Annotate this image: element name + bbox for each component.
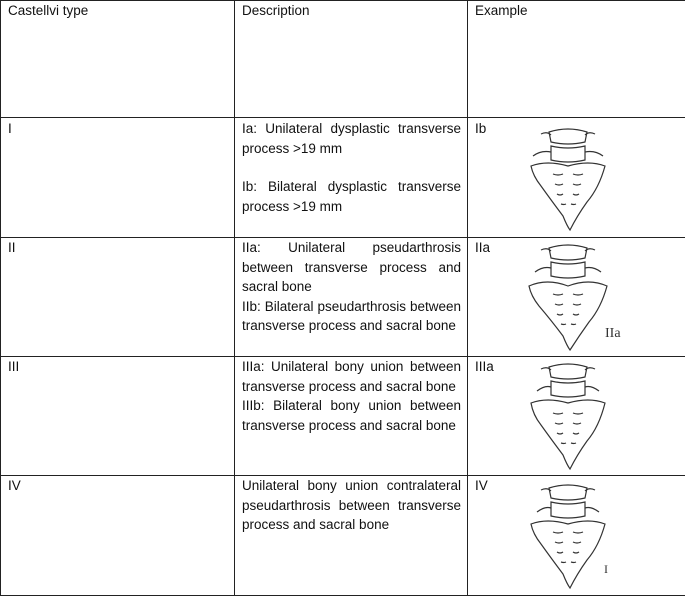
vertebra-sacrum-sketch-iv (523, 480, 613, 592)
example-label: IIa (475, 240, 491, 255)
sketch-caption: I (604, 562, 608, 576)
description-cell (235, 118, 468, 238)
description-line: IIa: Unilateral pseudarthrosis between transverse process and sacral bone (242, 240, 461, 294)
description-cell (235, 357, 468, 476)
sketch-caption: IIa (605, 326, 621, 341)
example-label: Ib (475, 121, 487, 136)
header-type: Castellvi type (1, 1, 235, 118)
table-row-type-ii (1, 238, 685, 357)
description-line: Unilateral bony union contralateral pseudarthrosis between transverse process and sacral bone (242, 478, 461, 532)
description-line: IIb: Bilateral pseudarthrosis between transverse process and sacral bone (242, 298, 461, 333)
type-cell: II (1, 238, 235, 357)
vertebra-sacrum-sketch-ib (523, 122, 613, 234)
type-cell: IV (1, 476, 235, 596)
description-line: Ib: Bilateral dysplastic transverse process >19 mm (242, 179, 461, 214)
vertebra-sacrum-sketch-iiia (523, 361, 613, 473)
example-cell (468, 357, 685, 476)
description-cell (235, 238, 468, 357)
vertebra-sacrum-sketch-iia (523, 242, 613, 354)
example-label: IV (475, 478, 488, 493)
description-line: Ia: Unilateral dysplastic transverse process >19 mm (242, 121, 461, 156)
type-cell: I (1, 118, 235, 238)
table-row-type-iv (1, 476, 685, 596)
table-row-type-iii (1, 357, 685, 476)
example-cell (468, 476, 685, 596)
type-cell: III (1, 357, 235, 476)
table-row-type-i (1, 118, 685, 238)
header-example: Example (468, 1, 685, 118)
example-label: IIIa (475, 359, 494, 374)
header-row (1, 1, 685, 118)
header-description: Description (235, 1, 468, 118)
example-cell (468, 118, 685, 238)
description-line: IIIa: Unilateral bony union between transverse process and sacral bone (242, 359, 461, 394)
description-line: IIIb: Bilateral bony union between transverse process and sacral bone (242, 398, 461, 433)
example-cell (468, 238, 685, 357)
description-cell (235, 476, 468, 596)
